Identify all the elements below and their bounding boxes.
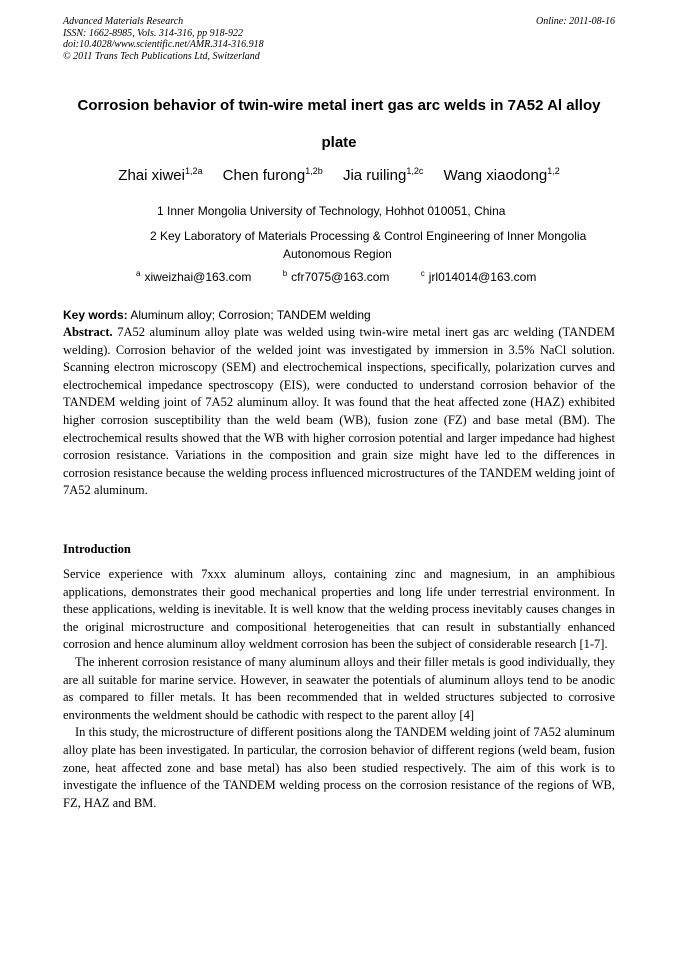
author	[223, 167, 323, 184]
email-address[interactable]: cfr7075@163.com	[291, 270, 390, 284]
email-item	[421, 268, 537, 286]
email-address[interactable]: jrl014014@163.com	[428, 270, 537, 284]
keywords-label: Key words:	[63, 308, 128, 322]
journal-doi: doi:10.4028/www.scientific.net/AMR.314-316.918	[63, 39, 264, 50]
author-affiliation-mark: 1,2a	[184, 166, 203, 176]
email-mark: c	[420, 269, 425, 278]
author-name: Jia ruiling	[342, 167, 407, 184]
author	[118, 167, 202, 184]
journal-name: Advanced Materials Research	[63, 16, 184, 27]
author-affiliation-mark: 1,2c	[406, 166, 424, 176]
author-name: Zhai xiwei	[118, 167, 185, 184]
introduction-body	[63, 566, 615, 812]
abstract-text: 7A52 aluminum alloy plate was welded using twin-wire metal inert gas arc welding (TANDEM welding). Corrosion behavior of the welded joint was investigated by immersion in 3.5% NaCl solution. Scanning electron microscopy (SEM) and electrochemical inspections, specifically, polarization curves and electrochemical impedance spectroscopy (EIS), were conducted to understand corrosion behavior of the TANDEM welding joint of 7A52 aluminum alloy. It was found that the heat affected zone (HAZ) exhibited higher corrosion susceptibility than the weld beam (WB), fusion zone (FZ) and base metal (BM). The electrochemical results showed that the WB with higher corrosion potential and larger impedance had highest corrosion resistance. Variations in the composition and grain size might have led to the differences in corrosion resistance because the welding process influenced microstructures of the TANDEM welding joint of 7A52 aluminum.	[63, 325, 615, 498]
author-name: Chen furong	[222, 167, 306, 184]
author-affiliation-mark: 1,2b	[305, 166, 323, 176]
email-address[interactable]: xiweizhai@163.com	[144, 270, 252, 284]
keywords-text: Aluminum alloy; Corrosion; TANDEM welding	[127, 308, 371, 322]
author	[343, 167, 423, 184]
affiliation-2	[150, 227, 620, 263]
introduction-paragraph-2: The inherent corrosion resistance of many aluminum alloys and their filler metals is good individually, they are all suitable for marine service. However, in seawater the potentials of aluminum alloys tend to be anodic as compared to filler metals. It has been recommended that in welded structures subjected to corrosive environments the weldment should be cathodic with respect to the parent alloy [4]	[63, 654, 615, 722]
journal-header	[63, 16, 615, 62]
email-item	[283, 268, 390, 286]
keywords	[63, 307, 615, 323]
author-affiliation-mark: 1,2	[547, 166, 560, 176]
introduction-paragraph-3: In this study, the microstructure of different positions along the TANDEM welding joint of 7A52 aluminum alloy plate has been investigated. In particular, the corrosion behavior of different regions (weld beam, fusion zone, heat affected zone and base metal) has also been studied respectively. The aim of this work is to investigate the influence of the TANDEM welding process on the corrosion resistance of the regions of WB, FZ, HAZ and BM.	[63, 725, 615, 810]
abstract-label: Abstract.	[63, 325, 113, 339]
email-mark: b	[282, 269, 288, 278]
email-item	[136, 268, 251, 286]
paper-title: Corrosion behavior of twin-wire metal inert gas arc welds in 7A52 Al alloy plate	[77, 97, 601, 151]
introduction-paragraph-1: Service experience with 7xxx aluminum alloys, containing zinc and magnesium, in an amphibious applications, demonstrates their good mechanical properties and long life under terrestrial environment. In these applications, welding is inevitable. It is well know that the welding process inevitably causes changes in the original microstructure and compositional heterogeneities that can result in substantially enhanced corrosion and hence aluminum alloy weldment corrosion has been the subject of considerable research [1-7].	[63, 567, 615, 652]
introduction-heading: Introduction	[63, 542, 131, 556]
online-date: Online: 2011-08-16	[536, 16, 615, 27]
abstract	[63, 324, 615, 500]
author-list	[63, 166, 615, 186]
email-list	[136, 268, 616, 286]
affiliation-2-line-1: 2 Key Laboratory of Materials Processing & Control Engineering of Inner Mongolia	[150, 229, 587, 243]
author-name: Wang xiaodong	[443, 167, 548, 184]
affiliation-2-line-2: Autonomous Region	[283, 247, 392, 261]
author	[444, 167, 560, 184]
email-mark: a	[136, 269, 141, 278]
affiliation-1: 1 Inner Mongolia University of Technology, Hohhot 010051, China	[157, 204, 506, 218]
journal-issn: ISSN: 1662-8985, Vols. 314-316, pp 918-922	[63, 27, 243, 39]
journal-copyright: © 2011 Trans Tech Publications Ltd, Switzerland	[63, 50, 260, 62]
